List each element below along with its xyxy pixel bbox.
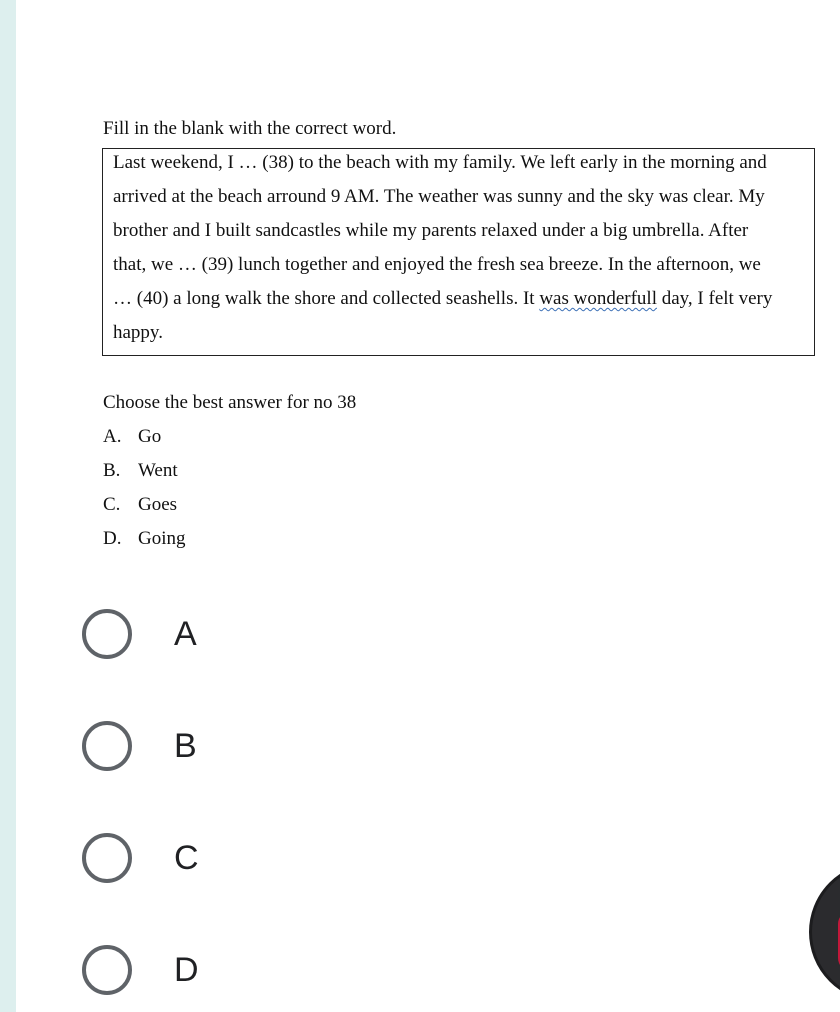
radio-button-icon[interactable]: [82, 721, 132, 771]
option-letter: C.: [103, 494, 121, 515]
answer-option-a[interactable]: [82, 605, 382, 663]
answer-option-b[interactable]: [82, 717, 382, 775]
answer-label[interactable]: A: [174, 614, 197, 653]
passage-text: day, I felt very: [656, 288, 773, 309]
passage-line: Last weekend, I … (38) to the beach with my family. We left early in the morning and: [113, 152, 767, 173]
option-letter: B.: [103, 460, 121, 481]
spellcheck-flagged-text: was wonderfull: [539, 288, 657, 309]
radio-button-icon[interactable]: [82, 609, 132, 659]
option-text: Goes: [138, 494, 178, 515]
passage-line: brother and I built sandcastles while my parents relaxed under a big umbrella. After: [113, 220, 749, 241]
option-line-a: [103, 424, 161, 450]
passage-line: arrived at the beach arround 9 AM. The weather was sunny and the sky was clear. My: [113, 186, 765, 207]
option-line-d: [103, 526, 186, 552]
passage-line: [113, 286, 772, 312]
passage-line: happy.: [113, 322, 163, 343]
option-line-b: [103, 458, 178, 484]
instruction-text: Fill in the blank with the correct word.: [103, 118, 397, 139]
passage-line: that, we … (39) lunch together and enjoyed the fresh sea breeze. In the afternoon, we: [113, 254, 761, 275]
option-letter: D.: [103, 528, 122, 549]
option-text: Go: [138, 426, 162, 447]
answer-option-c[interactable]: [82, 829, 382, 887]
option-line-c: [103, 492, 177, 518]
answer-label[interactable]: C: [174, 838, 199, 877]
answer-option-d[interactable]: [82, 941, 382, 999]
radio-button-icon[interactable]: [82, 833, 132, 883]
passage-text: … (40) a long walk the shore and collected seashells. It: [113, 288, 540, 309]
option-text: Went: [138, 460, 178, 481]
option-text: Going: [138, 528, 186, 549]
passage-box: [102, 148, 815, 356]
radio-button-icon[interactable]: [82, 945, 132, 995]
option-letter: A.: [103, 426, 122, 447]
answer-label[interactable]: D: [174, 950, 199, 989]
floating-button-body[interactable]: [809, 862, 840, 1002]
answer-label[interactable]: B: [174, 726, 197, 765]
floating-action-button[interactable]: [800, 850, 840, 1012]
question-prompt: Choose the best answer for no 38: [103, 392, 357, 413]
